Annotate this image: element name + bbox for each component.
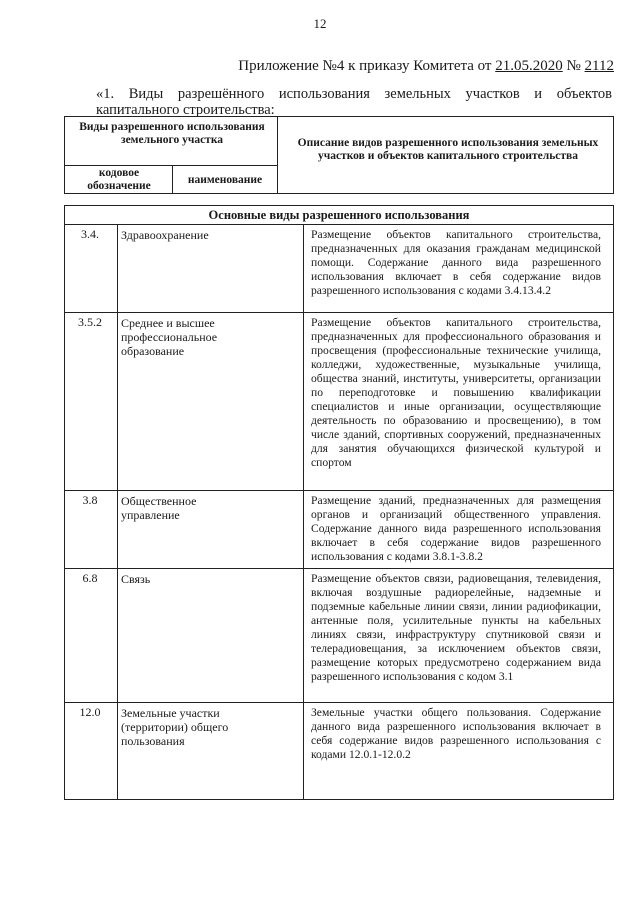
intro-line-1: «1. Виды разрешённого использования земельных участков и объектов [96, 86, 612, 102]
header-group-label: Виды разрешенного использования земельного участка [79, 121, 265, 146]
row-divider [65, 224, 613, 225]
row-code: 6.8 [82, 571, 98, 585]
header-name-label: наименование [187, 174, 263, 186]
row-description: Размещение объектов связи, радиовещания, телевидения, включая воздушные радиорелейные, надземные и подземные кабельные линии связи, линии радиофикации, антенные поля, усилительные пункты на кабельных линиях связи, инфраструктуру спутниковой связи и телерадиовещания, за исключением объектов связи, размещение которых предусмотрено содержанием вида разрешенного использования с кодом 3.1 [311, 572, 601, 683]
row-description: Размещение зданий, предназначенных для размещения органов и организаций общественного управления. Содержание данного вида разрешенного использования включает в себя содержание видов разрешенного использования с кодами 3.8.1-3.8.2 [311, 494, 601, 563]
column-divider [303, 224, 304, 799]
row-name: Здравоохранение [121, 228, 209, 242]
row-divider [65, 312, 613, 313]
row-divider [65, 568, 613, 569]
row-name: Среднее и высшее профессиональное образование [121, 316, 218, 358]
intro-line-2: капитального строительства: [96, 102, 275, 118]
row-description: Размещение объектов капитального строительства, предназначенных для профессионального образования и просвещения (профессиональные технические училища, колледжи, художественные, музыкальные училища, общества знаний, институты, университеты, организации по переподготовке и повышению квалификации специалистов и иные организации, осуществляющие деятельность по образованию и просвещению), в том числе зданий, спортивных сооружений, предназначенных для занятия обучающихся физической культурой и спортом [311, 316, 601, 469]
row-name: Связь [121, 572, 151, 586]
header-table [64, 116, 614, 194]
appendix-number: 2112 [584, 58, 614, 74]
row-code: 12.0 [79, 705, 101, 719]
header-divider [277, 117, 278, 193]
row-description: Размещение объектов капитального строительства, предназначенных для оказания гражданам медицинской помощи. Содержание данного вида разрешенного использования включает в себя содержание видов разрешенного использования с кодами 3.4.13.4.2 [311, 228, 601, 297]
appendix-prefix: Приложение №4 к приказу Комитета от [238, 58, 496, 74]
row-code: 3.5.2 [78, 315, 102, 329]
appendix-number-sign: № [566, 58, 581, 74]
row-name: Общественное управление [121, 494, 197, 522]
header-divider [172, 165, 173, 193]
row-code: 3.8 [82, 493, 98, 507]
header-code-label: кодовое обозначение [87, 167, 151, 192]
section-title: Основные виды разрешенного использования [208, 208, 470, 222]
page-number: 12 [313, 16, 327, 31]
row-description: Земельные участки общего пользования. Содержание данного вида разрешенного использования включает в себя содержание видов разрешенного использования с кодами 12.0.1-12.0.2 [311, 706, 601, 761]
row-divider [65, 702, 613, 703]
row-code: 3.4. [81, 227, 99, 241]
column-divider [117, 224, 118, 799]
appendix-heading [238, 58, 614, 75]
appendix-date: 21.05.2020 [495, 58, 563, 74]
row-divider [65, 490, 613, 491]
land-use-table [64, 205, 614, 800]
row-name: Земельные участки (территории) общего пользования [121, 706, 229, 748]
header-description-label: Описание видов разрешенного использования земельных участков и объектов капитального строительства [297, 137, 599, 162]
header-divider [65, 165, 277, 166]
